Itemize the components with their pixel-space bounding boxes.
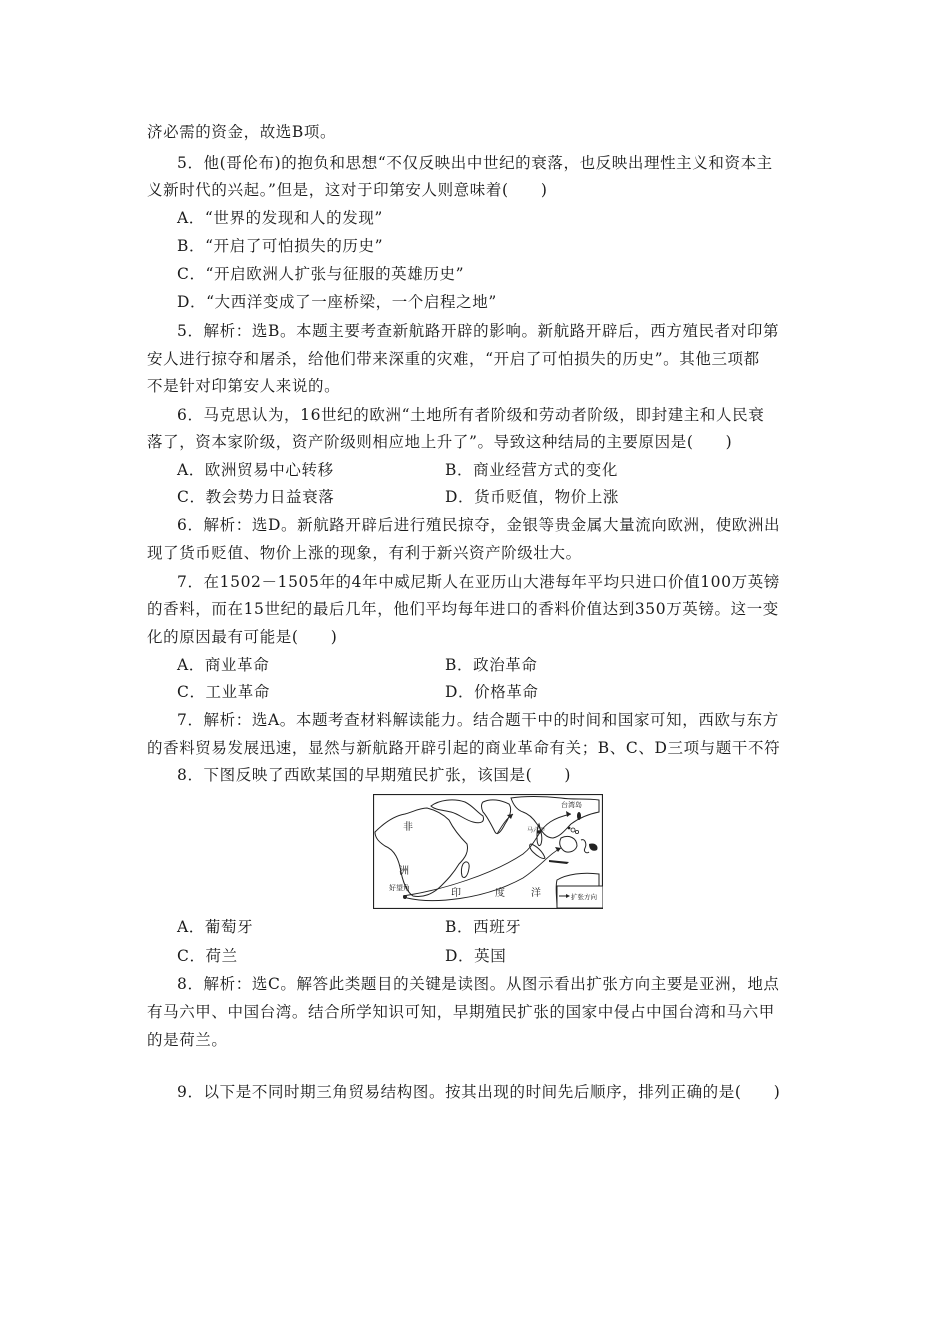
question-7-option-a: A．商业革命 bbox=[177, 656, 270, 674]
label-indian-ocean-du: 度 bbox=[495, 888, 505, 899]
question-9-stem: 9．以下是不同时期三角贸易结构图。按其出现的时间先后顺序，排列正确的是( ) bbox=[177, 1083, 781, 1101]
label-africa-zhou: 洲 bbox=[399, 866, 409, 877]
question-6-stem-cont: 落了，资本家阶级，资产阶级则相应地上升了”。导致这种结局的主要原因是( ) bbox=[147, 433, 733, 451]
label-taiwan-island: 台湾岛 bbox=[561, 801, 582, 809]
question-8-analysis-cont: 的是荷兰。 bbox=[147, 1031, 228, 1049]
question-7-analysis: 7．解析：选A。本题考查材料解读能力。结合题干中的时间和国家可知，西欧与东方 bbox=[177, 711, 779, 729]
question-8-analysis-cont: 有马六甲、中国台湾。结合所学知识可知，早期殖民扩张的国家中侵占中国台湾和马六甲 bbox=[147, 1003, 775, 1021]
label-malacca: 马六甲 bbox=[527, 827, 546, 834]
question-8-option-c: C．荷兰 bbox=[177, 947, 238, 965]
question-8-analysis: 8．解析：选C。解答此类题目的关键是读图。从图示看出扩张方向主要是亚洲，地点 bbox=[177, 975, 780, 993]
question-7-option-b: B．政治革命 bbox=[445, 656, 538, 674]
question-6-option-b: B．商业经营方式的变化 bbox=[445, 461, 618, 479]
question-6-option-d: D．货币贬值，物价上涨 bbox=[445, 488, 620, 506]
question-5-analysis: 5．解析：选B。本题主要考查新航路开辟的影响。新航路开辟后，西方殖民者对印第 bbox=[177, 322, 780, 340]
taiwan-island bbox=[577, 812, 581, 820]
question-5-stem: 5．他(哥伦布)的抱负和思想“不仅反映出中世纪的衰落，也反映出理性主义和资本主 bbox=[177, 154, 773, 172]
question-7-option-c: C．工业革命 bbox=[177, 683, 270, 701]
question-5-stem-cont: 义新时代的兴起。”但是，这对于印第安人则意味着( ) bbox=[147, 181, 548, 199]
question-5-analysis-cont: 安人进行掠夺和屠杀，给他们带来深重的灾难，“开启了可怕损失的历史”。其他三项都 bbox=[147, 350, 760, 368]
question-8-option-b: B．西班牙 bbox=[445, 918, 522, 936]
question-7-option-d: D．价格革命 bbox=[445, 683, 539, 701]
question-5-option-b: B．“开启了可怕损失的历史” bbox=[177, 237, 384, 255]
label-indian-ocean-yang: 洋 bbox=[531, 888, 541, 899]
question-8-option-a: A．葡萄牙 bbox=[177, 918, 254, 936]
question-6-option-a: A．欧洲贸易中心转移 bbox=[177, 461, 334, 479]
question-7-stem-cont: 的香料，而在15世纪的最后几年，他们平均每年进口的香料价值达到350万英镑。这一变 bbox=[147, 600, 779, 618]
question-6-analysis-cont: 现了货币贬值、物价上涨的现象，有利于新兴资产阶级壮大。 bbox=[147, 544, 582, 562]
question-6-option-c: C．教会势力日益衰落 bbox=[177, 488, 335, 506]
question-8-option-d: D．英国 bbox=[445, 947, 507, 965]
label-indian-ocean-yin: 印 bbox=[451, 888, 461, 899]
label-cape-of-good-hope: 好望角 bbox=[389, 884, 410, 892]
label-africa-fei: 非 bbox=[403, 822, 413, 833]
question-6-analysis: 6．解析：选D。新航路开辟后进行殖民掠夺，金银等贵金属大量流向欧洲，使欧洲出 bbox=[177, 516, 781, 534]
question-8-stem: 8．下图反映了西欧某国的早期殖民扩张，该国是( ) bbox=[177, 766, 572, 784]
cape-of-good-hope-point bbox=[403, 895, 407, 899]
text-line: 济必需的资金，故选B项。 bbox=[147, 123, 337, 141]
philippines-island bbox=[568, 827, 571, 830]
legend-label: 扩张方向 bbox=[571, 893, 597, 901]
question-7-stem-cont: 化的原因最有可能是( ) bbox=[147, 628, 338, 646]
question-5-option-c: C．“开启欧洲人扩张与征服的英雄历史” bbox=[177, 265, 465, 283]
colonial-expansion-map bbox=[373, 794, 603, 909]
question-6-stem: 6．马克思认为，16世纪的欧洲“土地所有者阶级和劳动者阶级，即封建主和人民衰 bbox=[177, 406, 765, 424]
question-5-analysis-cont: 不是针对印第安人来说的。 bbox=[147, 377, 341, 395]
question-5-option-d: D．“大西洋变成了一座桥梁，一个启程之地” bbox=[177, 293, 497, 311]
question-5-option-a: A．“世界的发现和人的发现” bbox=[177, 209, 383, 227]
question-7-stem: 7．在1502－1505年的4年中威尼斯人在亚历山大港每年平均只进口价值100万英镑 bbox=[177, 573, 780, 591]
question-7-analysis-cont: 的香料贸易发展迅速，显然与新航路开辟引起的商业革命有关；B、C、D三项与题干不符 bbox=[147, 739, 781, 757]
